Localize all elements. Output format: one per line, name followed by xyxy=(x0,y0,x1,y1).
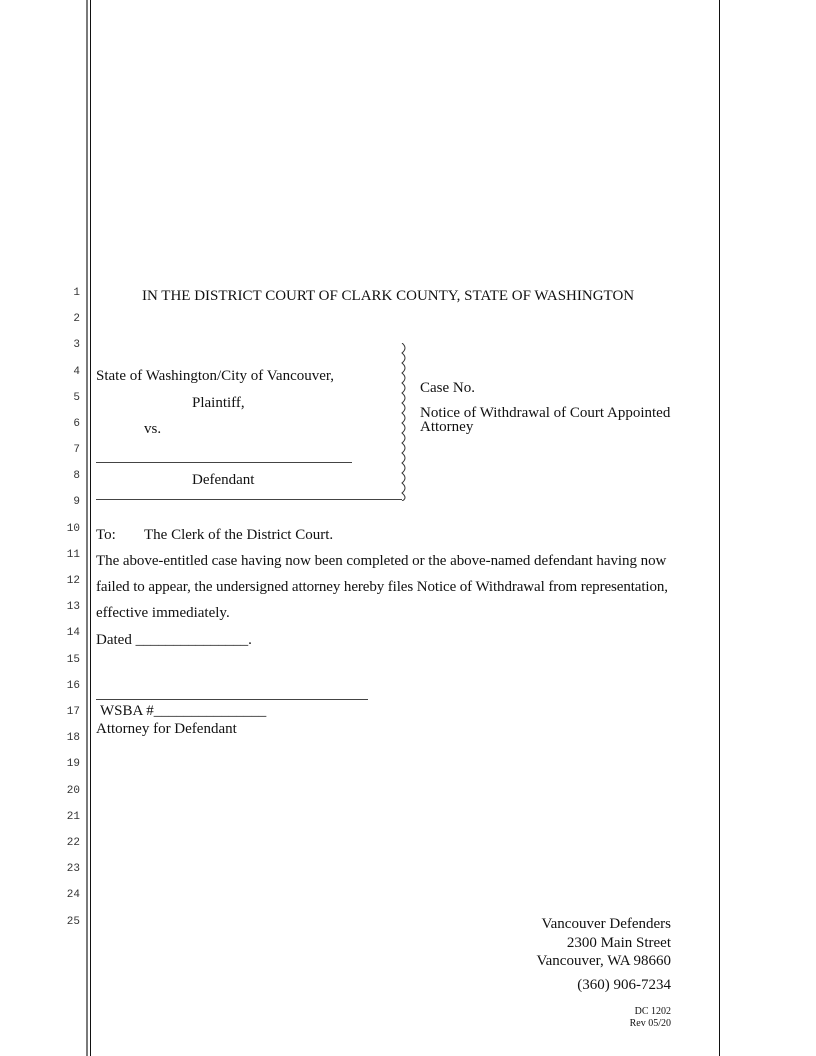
line-number: 11 xyxy=(66,549,80,561)
body-paragraph-line: failed to appear, the undersigned attorney hereby files Notice of Withdrawal from representation, xyxy=(96,579,668,595)
to-label: To: xyxy=(96,527,116,543)
form-revision: Rev 05/20 xyxy=(629,1018,671,1029)
line-number: 1 xyxy=(73,287,80,299)
org-street: 2300 Main Street xyxy=(566,935,671,951)
line-number: 9 xyxy=(73,496,80,508)
line-number: 3 xyxy=(73,339,80,351)
line-number: 24 xyxy=(66,889,80,901)
body-paragraph-line: effective immediately. xyxy=(96,605,230,621)
body-paragraph-line: The above-entitled case having now been completed or the above-named defendant having now xyxy=(96,553,667,569)
pleading-left-border-outer xyxy=(86,0,88,1056)
attorney-role: Attorney for Defendant xyxy=(96,721,237,737)
document-title xyxy=(420,406,670,434)
line-number: 23 xyxy=(66,863,80,875)
to-recipient: The Clerk of the District Court. xyxy=(144,527,334,543)
line-number: 12 xyxy=(66,575,80,587)
line-number: 20 xyxy=(66,785,80,797)
org-city-state-zip: Vancouver, WA 98660 xyxy=(536,953,671,969)
case-number-label: Case No. xyxy=(420,380,475,396)
line-number: 21 xyxy=(66,811,80,823)
caption-bottom-line xyxy=(96,499,402,500)
line-number: 15 xyxy=(66,654,80,666)
dated-label: Dated xyxy=(96,632,132,648)
line-number: 18 xyxy=(66,732,80,744)
document-title-line2: Attorney xyxy=(420,419,474,435)
caption-brace-divider xyxy=(398,343,410,501)
plaintiff-name: State of Washington/City of Vancouver, xyxy=(96,368,335,384)
line-number: 25 xyxy=(66,916,80,928)
line-number: 22 xyxy=(66,837,80,849)
signature-line xyxy=(96,699,368,700)
line-number: 16 xyxy=(66,680,80,692)
line-number: 17 xyxy=(66,706,80,718)
line-number: 7 xyxy=(73,444,80,456)
dated-field xyxy=(96,632,252,649)
dated-blank: _______________. xyxy=(135,632,252,648)
org-name: Vancouver Defenders xyxy=(541,916,671,932)
line-number: 2 xyxy=(73,313,80,325)
line-number: 13 xyxy=(66,601,80,613)
wsba-label: WSBA # xyxy=(100,703,154,719)
line-number: 4 xyxy=(73,366,80,378)
versus-label: vs. xyxy=(144,421,162,437)
line-number: 14 xyxy=(66,627,80,639)
pleading-right-border xyxy=(719,0,720,1056)
form-number: DC 1202 xyxy=(634,1006,671,1017)
defendant-label: Defendant xyxy=(192,472,255,488)
document-title-line1: Notice of Withdrawal of Court Appointed xyxy=(420,405,671,421)
pleading-left-border-inner xyxy=(90,0,91,1056)
line-number: 6 xyxy=(73,418,80,430)
line-number: 10 xyxy=(66,523,80,535)
line-number: 5 xyxy=(73,392,80,404)
plaintiff-label: Plaintiff, xyxy=(192,395,245,411)
org-phone: (360) 906-7234 xyxy=(577,977,671,993)
court-title: IN THE DISTRICT COURT OF CLARK COUNTY, STATE OF WASHINGTON xyxy=(142,288,635,304)
wsba-field xyxy=(100,703,266,720)
wsba-blank: _______________ xyxy=(153,703,267,719)
defendant-name-line xyxy=(96,462,352,463)
line-number: 19 xyxy=(66,758,80,770)
line-number: 8 xyxy=(73,470,80,482)
